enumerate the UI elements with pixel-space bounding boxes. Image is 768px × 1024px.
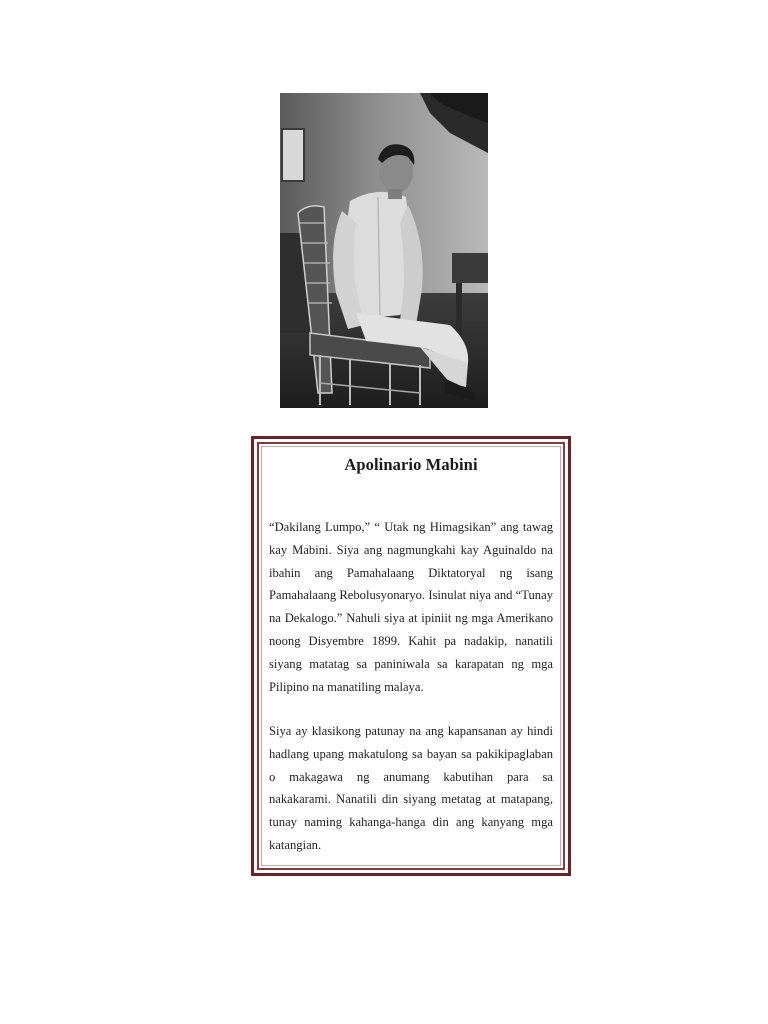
portrait-photo [280,93,488,408]
portrait-illustration [280,93,488,408]
bio-paragraph-1: “Dakilang Lumpo,” “ Utak ng Himagsikan” ang tawag kay Mabini. Siya ang nagmungkahi kay Aguinaldo na ibahin ang Pamahalaang Diktatoryal ng isang Pamahalaang Rebolusyonaryo. Isinulat niya and “Tunay na Dekalogo.” Nahuli siya at ipiniit ng mga Amerikano noong Disyembre 1899. Kahit pa nadakip, nanatili siyang matatag sa paniniwala sa karapatan ng mga Pilipino na manatiling malaya. [269,520,553,694]
biography-card [251,436,571,876]
bio-paragraph-2: Siya ay klasikong patunay na ang kapansanan ay hindi hadlang upang makatulong sa bayan sa pakikipaglaban o makagawa ng anumang kabutihan para sa nakakarami. Nanatili din siyang metatag at matapang, tunay naming kahanga-hanga din ang kanyang mga katangian. [269,724,553,852]
card-title: Apolinario Mabini [344,455,478,474]
